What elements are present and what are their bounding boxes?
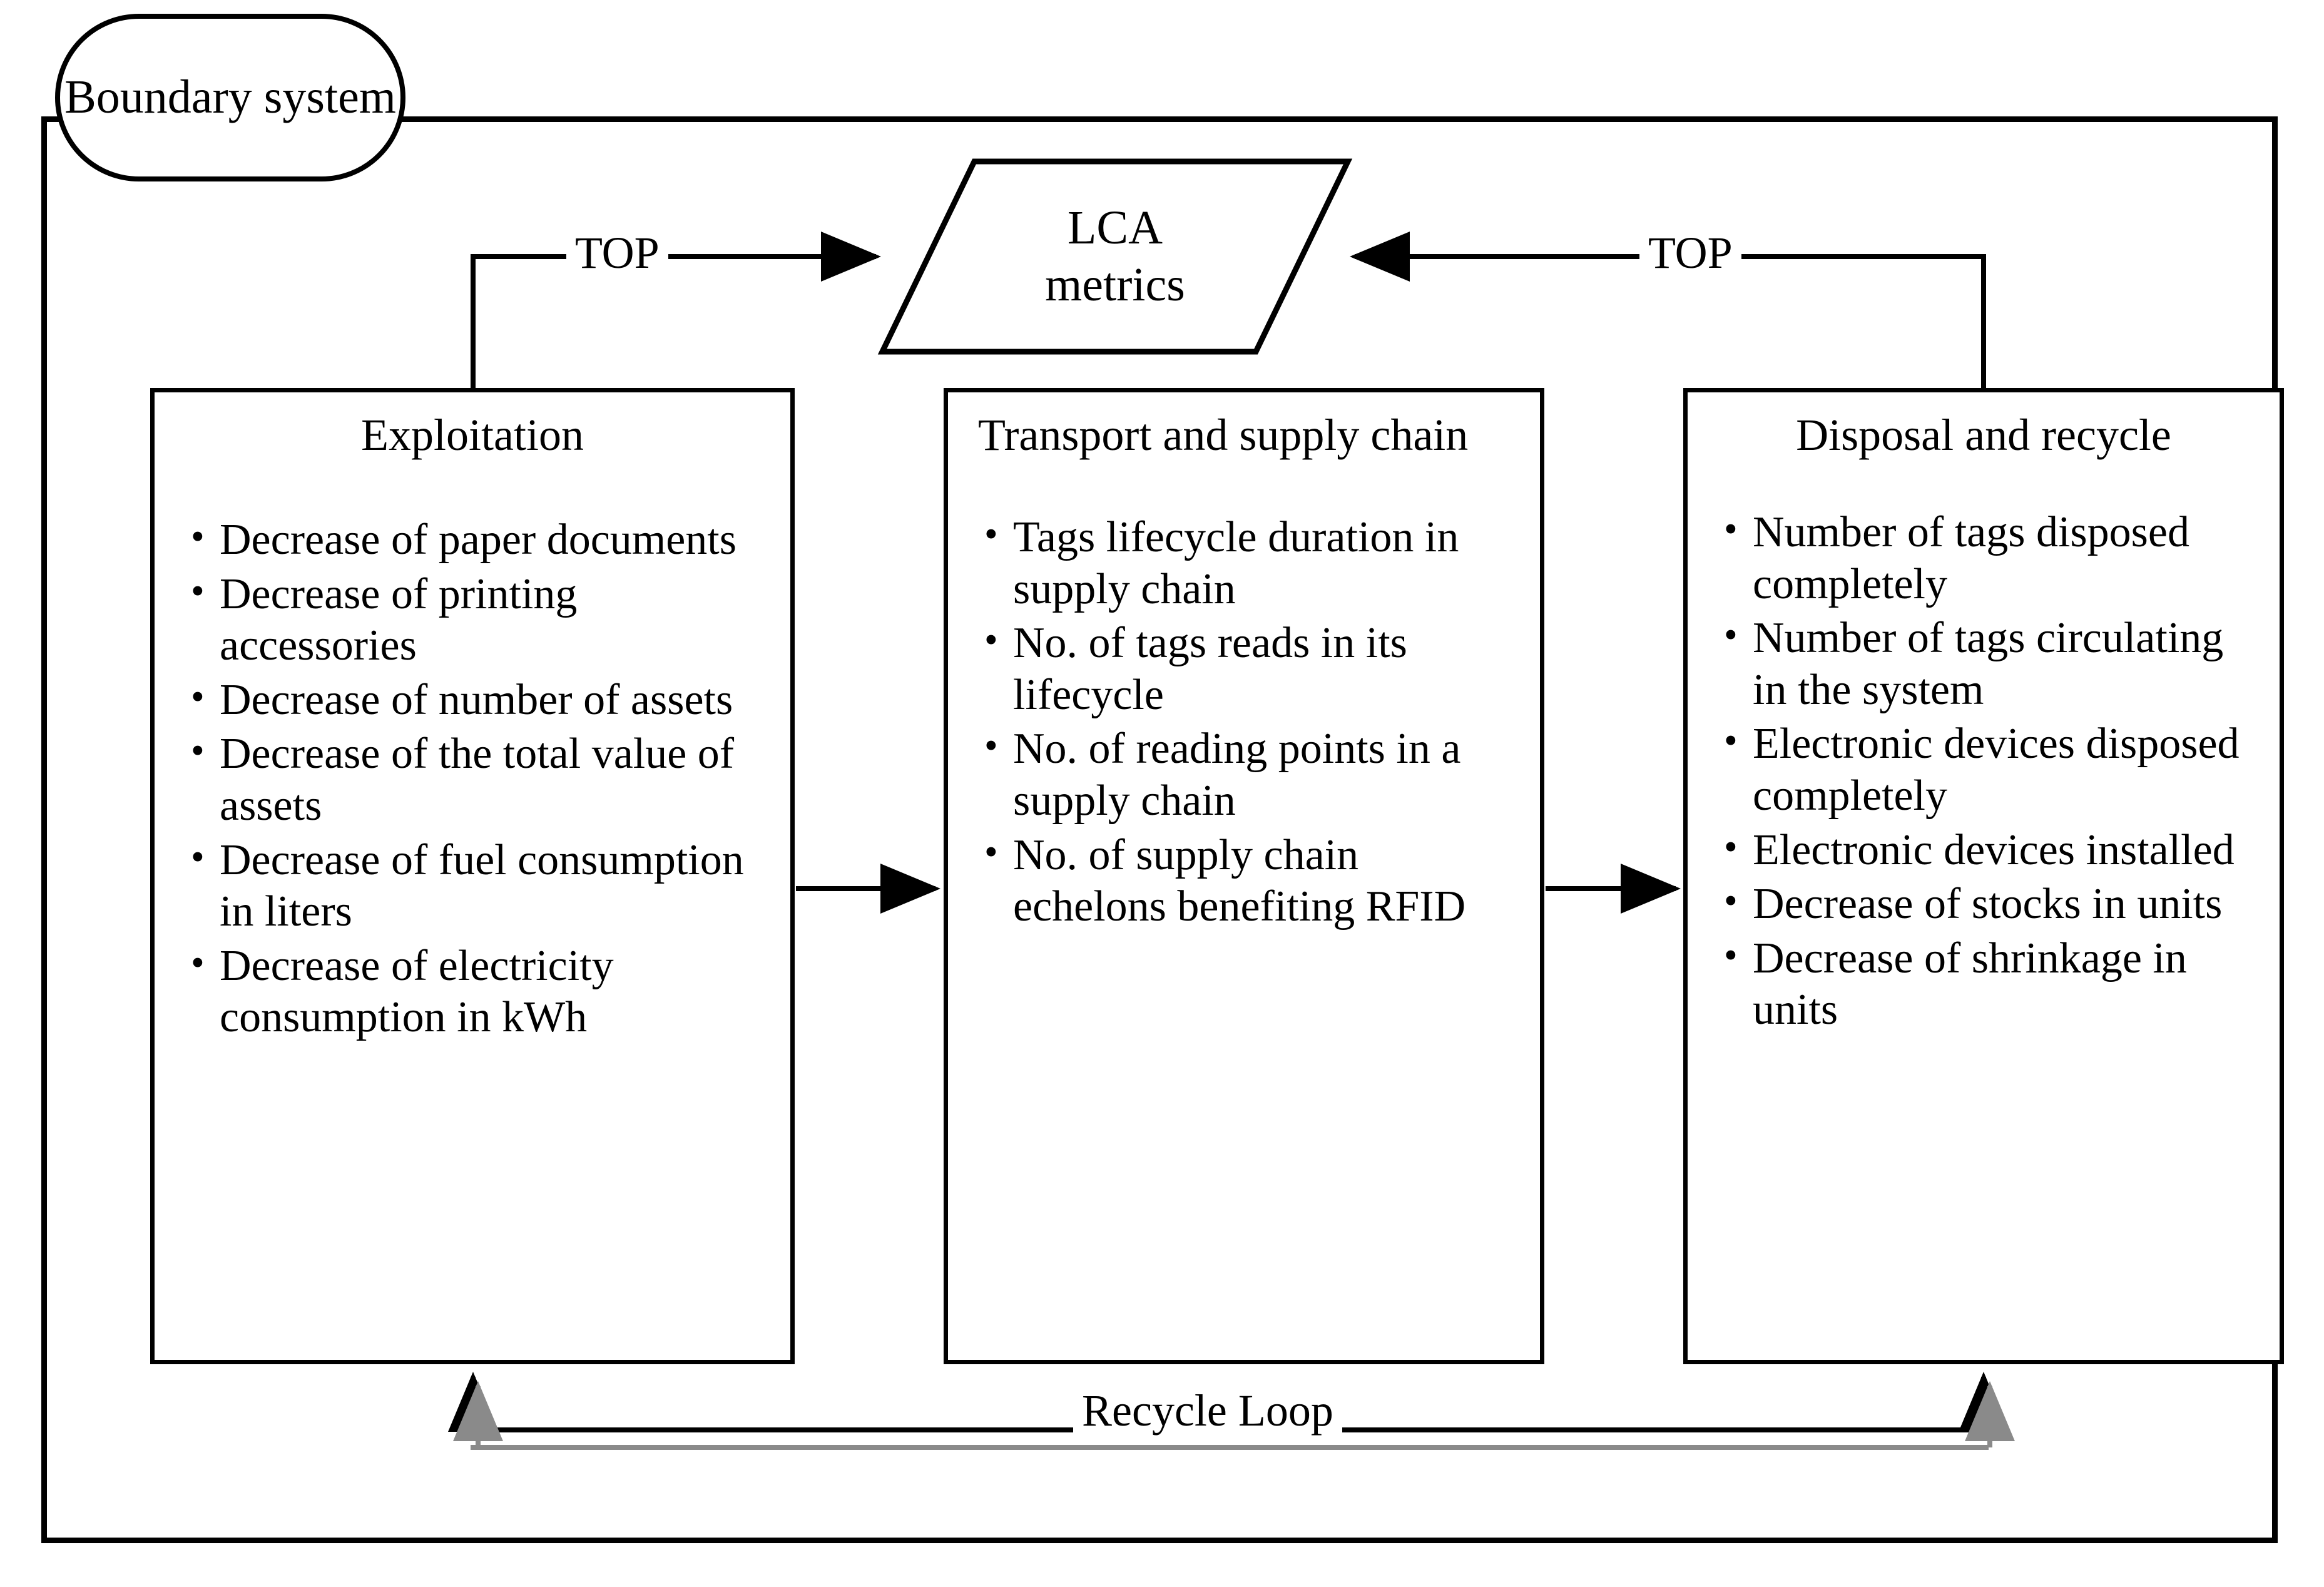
list-item: • Number of tags disposed completely: [1753, 507, 2255, 610]
stage-box-exploitation: [150, 388, 795, 1364]
connector-label-top-left: TOP: [566, 230, 668, 275]
stage-list-transport: [948, 512, 1540, 933]
stage-title-disposal: Disposal and recycle: [1796, 410, 2171, 460]
list-item: • Number of tags circulating in the system: [1753, 613, 2255, 716]
stage-box-disposal: [1683, 388, 2284, 1364]
list-item: • Decrease of paper documents: [220, 514, 765, 566]
list-item: • Decrease of electricity consumption in kWh: [220, 941, 765, 1044]
stage-list-exploitation: [155, 514, 790, 1044]
boundary-system-label: [55, 14, 405, 181]
lca-metrics-node: [877, 156, 1353, 357]
list-item: • Electronic devices disposed completely: [1753, 718, 2255, 822]
list-item: • Decrease of the total value of assets: [220, 728, 765, 832]
connector-label-top-right: TOP: [1639, 230, 1741, 275]
stage-box-transport: [944, 388, 1544, 1364]
list-item: • Decrease of number of assets: [220, 675, 765, 727]
list-item: • Decrease of stocks in units: [1753, 879, 2255, 931]
list-item: • Electronic devices installed: [1753, 825, 2255, 877]
list-item: • Decrease of printing accessories: [220, 569, 765, 672]
boundary-system-label-text: Boundary system: [64, 71, 396, 124]
lca-metrics-label-line2: metrics: [1045, 258, 1185, 311]
stage-title-exploitation: Exploitation: [361, 410, 584, 460]
connector-label-recycle-loop: Recycle Loop: [1073, 1388, 1342, 1433]
list-item: • Decrease of fuel consumption in liters: [220, 835, 765, 938]
lca-metrics-label-line1: LCA: [1068, 201, 1163, 254]
list-item: • No. of supply chain echelons benefiting RFID: [1013, 830, 1515, 933]
list-item: • No. of tags reads in its lifecycle: [1013, 618, 1515, 721]
stage-title-transport: Transport and supply chain: [978, 410, 1469, 460]
list-item: • Tags lifecycle duration in supply chain: [1013, 512, 1515, 615]
list-item: • No. of reading points in a supply chain: [1013, 723, 1515, 827]
stage-list-disposal: [1688, 507, 2280, 1036]
list-item: • Decrease of shrinkage in units: [1753, 933, 2255, 1036]
